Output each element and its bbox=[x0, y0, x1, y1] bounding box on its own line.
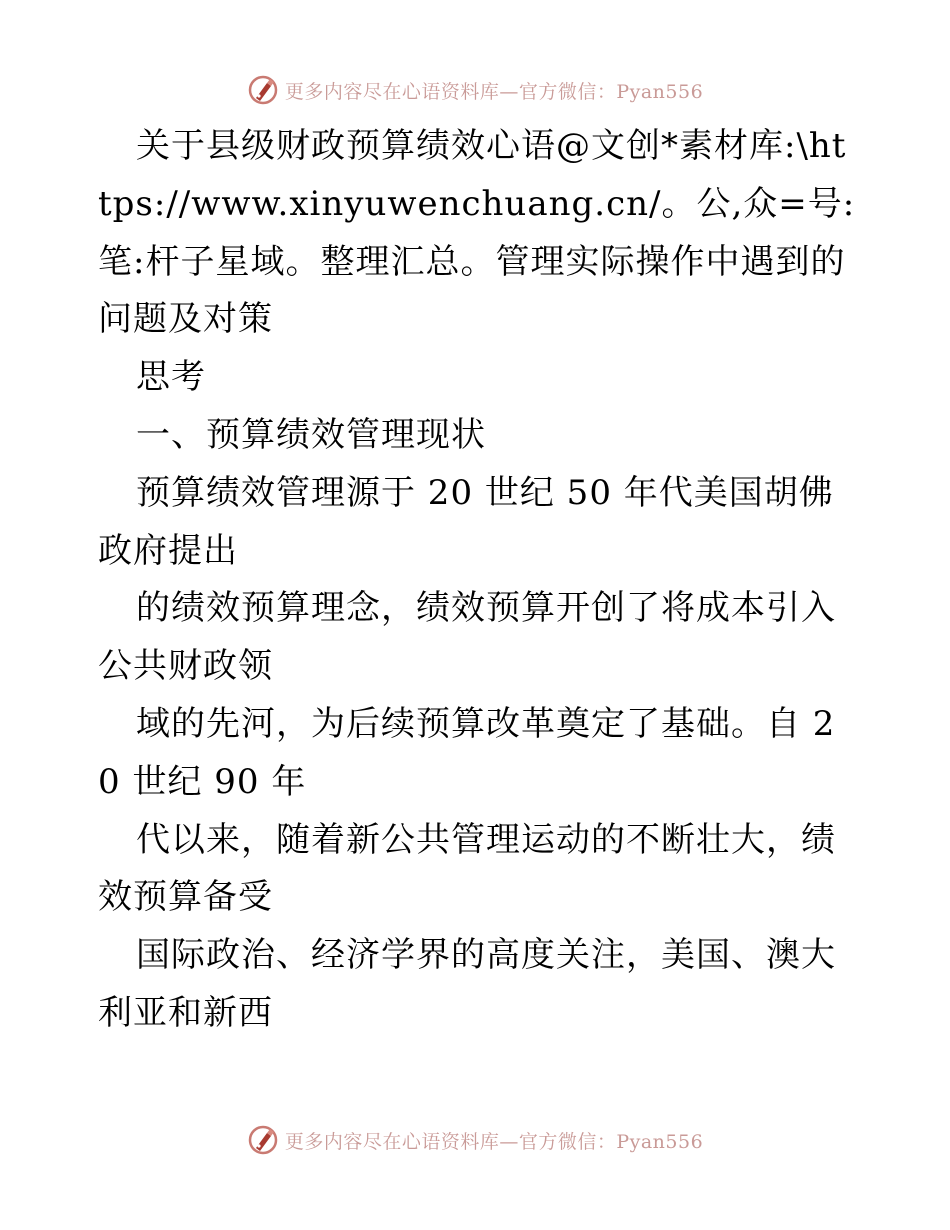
section-heading: 一、预算绩效管理现状 bbox=[136, 414, 486, 455]
header-watermark-text: 更多内容尽在心语资料库—官方微信：Pyan556 bbox=[284, 80, 704, 103]
footer-watermark-text: 更多内容尽在心语资料库—官方微信：Pyan556 bbox=[284, 1130, 704, 1153]
footer-watermark-banner bbox=[0, 1120, 950, 1160]
document-body bbox=[98, 118, 858, 1043]
footer-watermark bbox=[247, 1124, 703, 1156]
pen-nib-logo-icon bbox=[247, 74, 279, 106]
header-watermark-banner bbox=[0, 70, 950, 110]
body-paragraph: 代以来，随着新公共管理运动的不断壮大，绩效预算备受 bbox=[98, 819, 836, 918]
body-paragraph: 国际政治、经济学界的高度关注，美国、澳大利亚和新西 bbox=[98, 935, 836, 1033]
paragraph-title: 关于县级财政预算绩效心语@文创*素材库:\https://www.xinyuwenchuang.cn/。公,众=号:笔:杆子星域。整理汇总。管理实际操作中遇到的问题及对策 bbox=[98, 126, 856, 340]
pen-nib-logo-icon bbox=[247, 1124, 279, 1156]
body-paragraph: 域的先河，为后续预算改革奠定了基础。自 20 世纪 90 年 bbox=[98, 703, 836, 802]
paragraph-thinking: 思考 bbox=[136, 357, 206, 398]
body-paragraph: 预算绩效管理源于 20 世纪 50 年代美国胡佛政府提出 bbox=[98, 472, 834, 571]
body-paragraph: 的绩效预算理念，绩效预算开创了将成本引入公共财政领 bbox=[98, 588, 836, 687]
header-watermark bbox=[247, 74, 703, 106]
